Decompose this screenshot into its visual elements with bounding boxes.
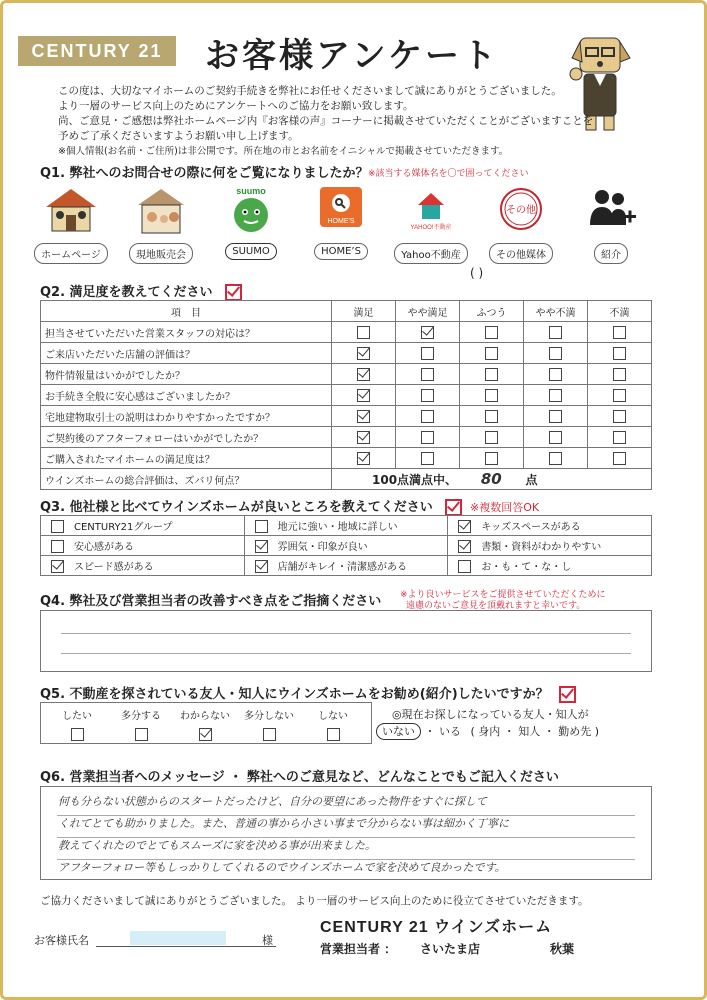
q2-title-text: Q2. 満足度を教えてください	[40, 285, 213, 300]
q2-rating-cell	[524, 448, 588, 469]
q1-media-row	[28, 185, 658, 265]
q2-rating-cell	[524, 364, 588, 385]
q5-option-checkbox[interactable]	[199, 728, 212, 741]
q2-header-very-satisfied: 満足	[332, 301, 396, 322]
q1-other-paren: ( )	[470, 266, 484, 280]
q2-rating-checkbox[interactable]	[357, 431, 370, 444]
q3-option[interactable]	[448, 536, 652, 556]
q3-option-checkbox[interactable]	[255, 540, 268, 553]
q3-option[interactable]	[244, 536, 448, 556]
homes-badge-text: HOME'S	[327, 218, 355, 225]
score-prefix: 100点満点中、	[372, 473, 458, 487]
red-check-icon	[559, 686, 576, 703]
q2-rating-cell	[588, 343, 652, 364]
q5-option-checkbox[interactable]	[263, 728, 276, 741]
q2-row-label: 宅地建物取引士の説明はわかりやすかったですか？	[41, 406, 332, 427]
media-label: その他媒体	[489, 243, 553, 264]
table-row	[41, 364, 652, 385]
q2-rating-checkbox[interactable]	[613, 389, 626, 402]
table-row	[41, 536, 652, 556]
media-label: HOME’S	[314, 243, 368, 260]
q5-relations: ( 身内 ・ 知人 ・ 勤め先 )	[470, 725, 600, 738]
q2-rating-cell	[396, 448, 460, 469]
q2-rating-cell	[460, 427, 524, 448]
q5-option-checkbox[interactable]	[135, 728, 148, 741]
q5-option[interactable]	[301, 707, 365, 741]
q2-rating-checkbox[interactable]	[613, 326, 626, 339]
red-check-icon	[225, 284, 242, 301]
q2-rating-cell	[460, 364, 524, 385]
q3-option-checkbox[interactable]	[255, 520, 268, 533]
q2-rating-checkbox[interactable]	[357, 452, 370, 465]
intro-line: この度は、大切なマイホームのご契約手続きを弊社にお任せくださいまして誠にありがとうございました。	[58, 85, 562, 97]
media-label: Yahoo不動産	[394, 243, 467, 264]
q2-rating-checkbox[interactable]	[485, 431, 498, 444]
q3-option-checkbox[interactable]	[51, 520, 64, 533]
q2-rating-checkbox[interactable]	[485, 452, 498, 465]
q2-rating-cell	[588, 427, 652, 448]
q2-total-row	[41, 469, 652, 490]
q6-message	[58, 791, 648, 879]
q2-header-dissatisfied: やや不満	[524, 301, 588, 322]
q2-rating-checkbox[interactable]	[549, 368, 562, 381]
q3-option[interactable]	[41, 516, 245, 536]
q3-option[interactable]	[244, 556, 448, 576]
q2-rating-cell	[332, 343, 396, 364]
q2-rating-checkbox[interactable]	[485, 347, 498, 360]
customer-name-label: お客様氏名	[34, 934, 89, 947]
q2-rating-checkbox[interactable]	[613, 368, 626, 381]
redaction-block	[130, 931, 226, 945]
q2-rating-checkbox[interactable]	[549, 347, 562, 360]
q3-title-text: Q3. 他社様と比べてウインズホームが良いところを教えてください	[40, 500, 433, 515]
q2-table	[40, 300, 652, 490]
q2-rating-cell	[396, 343, 460, 364]
q2-rating-cell	[524, 343, 588, 364]
store-name: さいたま店	[420, 942, 481, 956]
q2-row-label: ご来店いただいた店舗の評価は？	[41, 343, 332, 364]
q2-row-label: お手続き全般に安心感はございましたか？	[41, 385, 332, 406]
q2-rating-cell	[588, 385, 652, 406]
q2-rating-cell	[524, 385, 588, 406]
q2-rating-cell	[524, 322, 588, 343]
media-other[interactable]	[478, 185, 564, 264]
q2-rating-checkbox[interactable]	[613, 452, 626, 465]
q3-option[interactable]	[41, 556, 245, 576]
q5-option[interactable]	[237, 707, 301, 741]
suumo-mascot-icon	[220, 185, 282, 235]
q3-option-checkbox[interactable]	[458, 540, 471, 553]
message-line: 何も分らない状態からのスタートだったけど、自分の要望にあった物件をすぐに探して	[58, 795, 487, 808]
q5-option-label: 多分する	[121, 711, 161, 722]
staff-name: 秋葉	[550, 942, 575, 956]
q3-option-label: キッズスペースがある	[481, 521, 581, 533]
q5-iru[interactable]: いる	[439, 725, 461, 738]
q2-rating-cell	[588, 322, 652, 343]
table-row	[41, 448, 652, 469]
q5-option[interactable]	[45, 707, 109, 741]
q2-rating-checkbox[interactable]	[549, 410, 562, 423]
media-label: ホームページ	[34, 243, 108, 264]
q2-rating-cell	[460, 385, 524, 406]
q2-rating-checkbox[interactable]	[549, 431, 562, 444]
intro-line: ※個人情報(お名前・ご住所)は非公開です。所在地の市とお名前をイニシャルで掲載させていただきます。	[58, 146, 509, 157]
media-label-circled: SUUMO	[225, 243, 277, 260]
q2-rating-checkbox[interactable]	[421, 431, 434, 444]
yahoo-badge-text: YAHOO!不動産	[410, 225, 452, 231]
footer-thanks: ご協力くださいまして誠にありがとうございました。 より一層のサービス向上のために役立てさせていただきます。	[40, 895, 589, 907]
q5-option-label: しない	[318, 711, 348, 722]
q2-title	[40, 281, 242, 301]
other-stamp-text: その他	[506, 205, 536, 216]
score-value[interactable]: 80	[480, 470, 502, 488]
q2-rating-cell	[332, 427, 396, 448]
q5-option-checkbox[interactable]	[327, 728, 340, 741]
media-suumo[interactable]	[208, 185, 294, 260]
q2-rating-cell	[524, 427, 588, 448]
q2-rating-cell	[460, 406, 524, 427]
media-homepage[interactable]	[28, 185, 114, 264]
homes-logo-icon	[310, 185, 372, 235]
q2-rating-checkbox[interactable]	[485, 326, 498, 339]
table-row	[41, 322, 652, 343]
q5-separator: ・	[424, 725, 436, 738]
q2-rating-checkbox[interactable]	[485, 389, 498, 402]
q4-note-1: ※より良いサービスをご提供させていただくために	[400, 590, 606, 600]
answer-line	[61, 653, 631, 654]
q2-rating-checkbox[interactable]	[613, 431, 626, 444]
media-referral[interactable]	[568, 185, 654, 264]
q2-rating-cell	[332, 385, 396, 406]
message-line: 教えてくれたのでとてもスムーズに家を決める事が出来ました。	[58, 839, 376, 852]
q2-row-label: 担当させていただいた営業スタッフの対応は？	[41, 322, 332, 343]
footer-brand: CENTURY 21 ウインズホーム	[320, 919, 553, 936]
century21-logo: CENTURY 21	[18, 36, 176, 66]
q3-option[interactable]	[448, 516, 652, 536]
table-row	[41, 385, 652, 406]
q2-rating-checkbox[interactable]	[613, 410, 626, 423]
q2-rating-cell	[460, 343, 524, 364]
table-row	[41, 516, 652, 536]
media-homes[interactable]	[298, 185, 384, 260]
q4-title: Q4. 弊社及び営業担当者の改善すべき点をご指摘ください	[40, 594, 382, 609]
q2-rating-cell	[460, 448, 524, 469]
q1-note: ※該当する媒体名を〇で囲ってください	[368, 169, 529, 179]
q2-rating-checkbox[interactable]	[549, 452, 562, 465]
q2-rating-checkbox[interactable]	[421, 326, 434, 339]
suumo-badge-text: suumo	[236, 186, 266, 196]
q2-rating-cell	[588, 364, 652, 385]
table-row	[41, 406, 652, 427]
media-label: 紹介	[594, 243, 628, 264]
family-house-icon	[130, 185, 192, 235]
q5-title	[40, 683, 576, 703]
customer-sama: 様	[262, 934, 273, 947]
q2-rating-cell	[332, 364, 396, 385]
q5-title-text: Q5. 不動産を探されている友人・知人にウインズホームをお勧め(紹介)したいですか？	[40, 687, 549, 702]
q2-rating-checkbox[interactable]	[613, 347, 626, 360]
q3-note: ※複数回答OK	[470, 501, 540, 514]
q2-rating-checkbox[interactable]	[549, 389, 562, 402]
q2-rating-checkbox[interactable]	[485, 410, 498, 423]
q2-rating-checkbox[interactable]	[357, 347, 370, 360]
q2-rating-cell	[396, 406, 460, 427]
q4-answer-box[interactable]	[40, 610, 652, 672]
message-line: アフターフォロー等もしっかりしてくれるのでウインズホームで家を決めて良かったです。	[58, 861, 506, 874]
q3-option[interactable]	[41, 536, 245, 556]
q3-option-label: 雰囲気・印象が良い	[277, 541, 368, 553]
q2-rating-cell	[460, 322, 524, 343]
q2-header-satisfied: やや満足	[396, 301, 460, 322]
staff-label: 営業担当者 ：	[320, 942, 397, 956]
q2-rating-checkbox[interactable]	[421, 347, 434, 360]
q2-rating-cell	[332, 448, 396, 469]
score-suffix: 点	[525, 473, 538, 487]
q2-header-item: 項 目	[41, 301, 332, 322]
customer-name-field[interactable]	[96, 946, 276, 947]
q2-rating-checkbox[interactable]	[549, 326, 562, 339]
q5-options-box	[40, 702, 372, 744]
q5-option-label: 多分しない	[244, 711, 294, 722]
q5-inai-circled[interactable]: いない	[376, 723, 421, 740]
q5-friend-question: ◎現在お探しになっている友人・知人が	[392, 708, 589, 721]
q2-rating-cell	[588, 406, 652, 427]
q2-rating-checkbox[interactable]	[357, 389, 370, 402]
q6-title: Q6. 営業担当者へのメッセージ ・ 弊社へのご意見など、どんなことでもご記入ください	[40, 770, 559, 785]
q4-note-2: 遠慮のないご意見を頂戴れますと幸いです。	[406, 601, 586, 611]
q5-option-label: したい	[62, 711, 92, 722]
q2-rating-checkbox[interactable]	[421, 452, 434, 465]
intro-line: 尚、ご意見・ご感想は弊社ホームページ内『お客様の声』コーナーに掲載させていただくことがございますことを	[58, 115, 594, 127]
q2-rating-cell	[396, 322, 460, 343]
q3-option-checkbox[interactable]	[51, 540, 64, 553]
answer-line	[61, 633, 631, 634]
q2-rating-checkbox[interactable]	[485, 368, 498, 381]
q2-rating-checkbox[interactable]	[421, 410, 434, 423]
q2-rating-checkbox[interactable]	[421, 368, 434, 381]
q3-option-label: 地元に強い・地域に詳しい	[277, 521, 398, 533]
q5-option[interactable]	[109, 707, 173, 741]
q5-option[interactable]	[173, 707, 237, 741]
q2-rating-cell	[396, 427, 460, 448]
media-yahoo[interactable]	[388, 185, 474, 264]
q3-option-label: スピード感がある	[74, 561, 154, 573]
table-row	[41, 556, 652, 576]
q2-row-label: 物件情報量はいかがでしたか？	[41, 364, 332, 385]
q3-option-label: 安心感がある	[74, 541, 134, 553]
intro-text	[58, 84, 608, 159]
q5-friend-answer	[376, 723, 599, 739]
house-homepage-icon	[40, 185, 102, 235]
q2-header-very-dissatisfied: 不満	[588, 301, 652, 322]
q3-option-checkbox[interactable]	[458, 520, 471, 533]
q3-option-label: CENTURY21グループ	[74, 521, 173, 533]
q1-title: Q1. 弊社へのお問合せの際に何をご覧になりましたか？	[40, 166, 369, 181]
q3-option-checkbox[interactable]	[255, 560, 268, 573]
q2-total-label: ウインズホームの総合評価は、ズバリ何点？	[41, 469, 332, 490]
yahoo-realestate-icon	[400, 185, 462, 235]
q3-option[interactable]	[448, 556, 652, 576]
q2-rating-cell	[396, 385, 460, 406]
page-title: お客様アンケート	[205, 36, 499, 76]
people-plus-icon	[580, 185, 642, 235]
table-row	[41, 427, 652, 448]
q2-rating-cell	[588, 448, 652, 469]
q3-title	[40, 496, 462, 516]
q2-header-neutral: ふつう	[460, 301, 524, 322]
q3-option-label: お・も・て・な・し	[481, 561, 572, 573]
q2-rating-checkbox[interactable]	[421, 389, 434, 402]
q3-option-checkbox[interactable]	[458, 560, 471, 573]
q5-option-label: わからない	[180, 711, 230, 722]
other-media-stamp-icon	[490, 185, 552, 235]
red-check-icon	[445, 499, 462, 516]
intro-line: より一層のサービス向上のためにアンケートへのご協力をお願い致します。	[58, 100, 414, 112]
media-open-house[interactable]	[118, 185, 204, 264]
q2-rating-cell	[332, 406, 396, 427]
q2-rating-cell	[524, 406, 588, 427]
message-line: くれてとても助かりました。また、普通の事から小さい事まで分からない事は細かく丁寧に	[58, 817, 509, 830]
q2-row-label: ご購入されたマイホームの満足度は？	[41, 448, 332, 469]
q2-row-label: ご契約後のアフターフォローはいかがでしたか？	[41, 427, 332, 448]
q5-option-checkbox[interactable]	[71, 728, 84, 741]
media-label: 現地販売会	[129, 243, 193, 264]
q2-rating-cell	[396, 364, 460, 385]
q2-rating-checkbox[interactable]	[357, 326, 370, 339]
q2-rating-checkbox[interactable]	[357, 368, 370, 381]
q2-rating-checkbox[interactable]	[357, 410, 370, 423]
q3-table	[40, 515, 652, 576]
q3-option[interactable]	[244, 516, 448, 536]
table-row	[41, 343, 652, 364]
intro-line: 予めご了承くださいますようお願い申し上げます。	[58, 130, 299, 142]
q2-score-cell	[332, 469, 652, 490]
q3-option-label: 店舗がキレイ・清潔感がある	[277, 561, 408, 573]
q3-option-label: 書類・資料がわかりやすい	[481, 541, 602, 553]
q3-option-checkbox[interactable]	[51, 560, 64, 573]
q2-rating-cell	[332, 322, 396, 343]
